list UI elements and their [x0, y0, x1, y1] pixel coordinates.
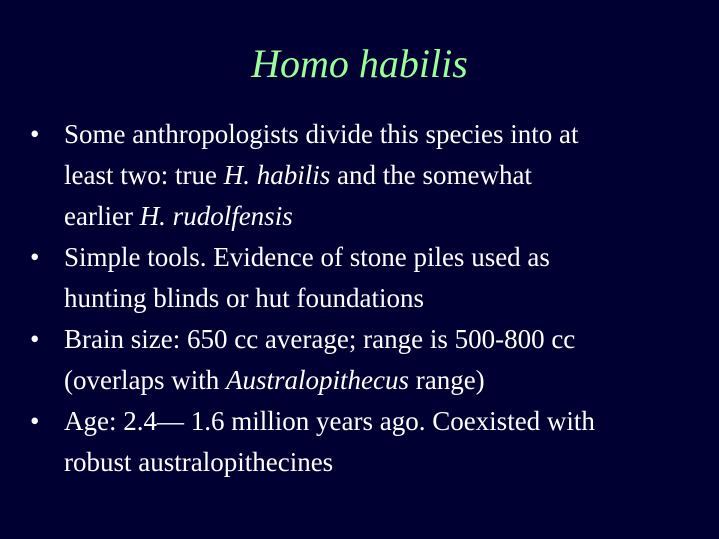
species-name: H. rudolfensis — [139, 201, 293, 231]
slide-title: Homo habilis — [251, 41, 468, 86]
bullet-item-brain-size — [28, 319, 698, 401]
bullet-line — [64, 155, 698, 196]
bullet-item-tools — [28, 237, 698, 319]
bullet-text: robust australopithecines — [64, 447, 334, 477]
bullet-text: hunting blinds or hut foundations — [64, 283, 424, 313]
bullet-line — [64, 442, 698, 483]
bullet-line — [64, 114, 698, 155]
species-name: H. habilis — [223, 160, 331, 190]
bullet-text: Brain size: 650 cc average; range is 500-800 cc — [64, 324, 576, 354]
bullet-item-species-division — [28, 114, 698, 237]
bullet-line — [64, 360, 698, 401]
bullet-text: Age: 2.4— 1.6 million years ago. Coexisted with — [64, 406, 595, 436]
bullet-text: earlier — [64, 201, 140, 231]
bullet-item-age — [28, 401, 698, 483]
bullet-text: (overlaps with — [64, 365, 226, 395]
bullet-line — [64, 278, 698, 319]
bullet-text: and the somewhat — [330, 160, 532, 190]
bullet-text: range) — [408, 365, 485, 395]
bullet-text: Some anthropologists divide this species into at — [64, 119, 579, 149]
bullet-list — [28, 114, 698, 483]
bullet-dot-icon: • — [30, 406, 40, 436]
species-name: Australopithecus — [225, 365, 409, 395]
bullet-text: least two: true — [64, 160, 224, 190]
bullet-text: Simple tools. Evidence of stone piles used as — [64, 242, 550, 272]
bullet-line — [64, 196, 698, 237]
bullet-line — [64, 237, 698, 278]
bullet-line — [64, 401, 698, 442]
bullet-dot-icon: • — [30, 324, 40, 354]
bullet-line — [64, 319, 698, 360]
bullet-dot-icon: • — [30, 242, 40, 272]
bullet-dot-icon: • — [30, 119, 40, 149]
